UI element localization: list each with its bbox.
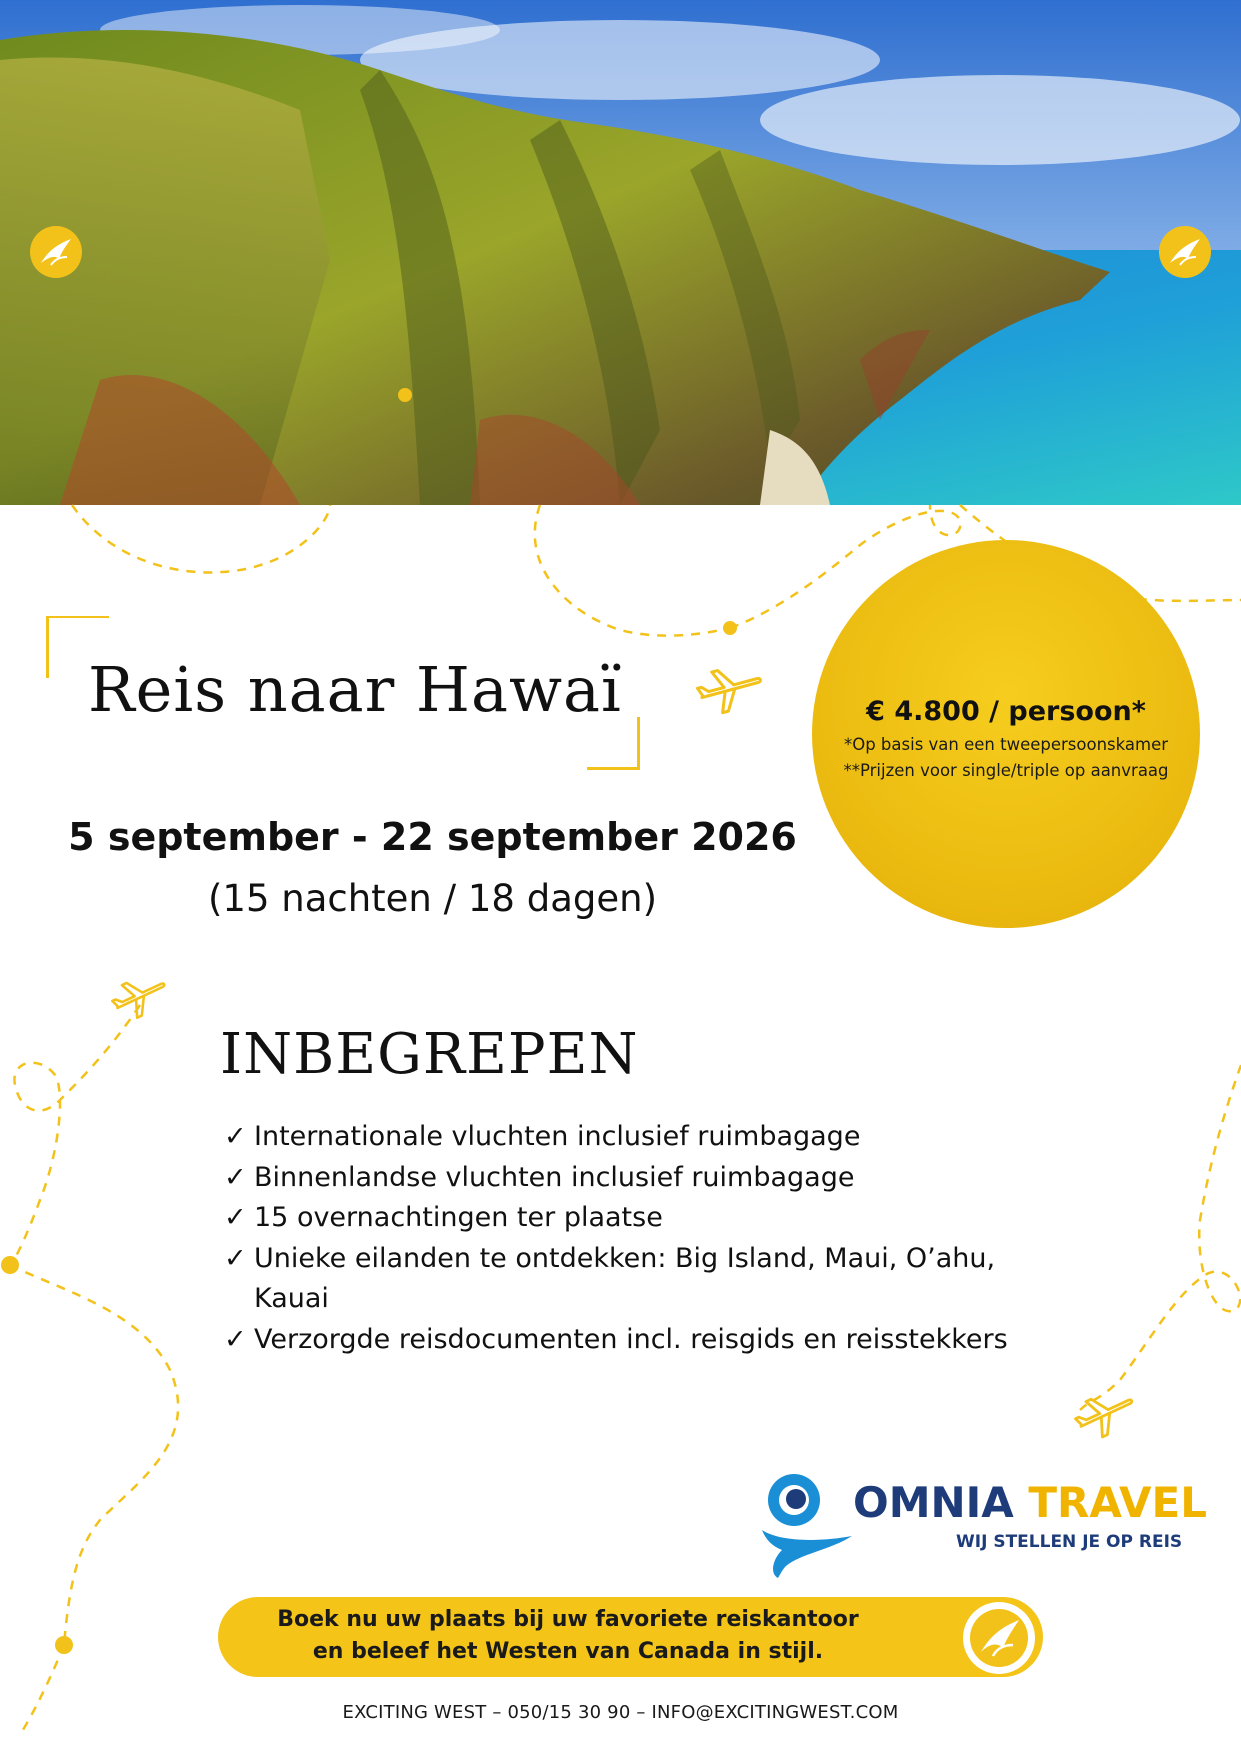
price-badge: [812, 540, 1200, 928]
hawaii-coast-image: [0, 0, 1241, 505]
omnia-travel-logo: [760, 1470, 1208, 1580]
airplane-icon: [1073, 1385, 1138, 1445]
omnia-figure-icon: [760, 1470, 855, 1580]
list-item: ✓ Internationale vluchten inclusief ruimbagage: [224, 1117, 1024, 1158]
footer-contact: EXCITING WEST – 050/15 30 90 – INFO@EXCITINGWEST.COM: [342, 1702, 899, 1723]
list-item: ✓ 15 overnachtingen ter plaatse: [224, 1198, 1024, 1239]
booking-banner: [218, 1597, 1043, 1677]
check-icon: ✓: [224, 1121, 247, 1152]
eagle-logo-icon: [963, 1602, 1035, 1674]
price-amount: € 4.800 / persoon*: [866, 696, 1146, 727]
airplane-icon: [695, 660, 765, 720]
included-list: [224, 1117, 1024, 1360]
check-icon: ✓: [224, 1242, 247, 1274]
logo-word-travel: TRAVEL: [1028, 1478, 1208, 1527]
list-item: ✓ Unieke eilanden te ontdekken: Big Island, Maui, O’ahu, Kauai: [224, 1239, 1034, 1320]
trip-dates: 5 september - 22 september 2026: [68, 815, 797, 859]
eagle-logo-icon: [29, 225, 83, 279]
eagle-logo-icon: [1158, 225, 1212, 279]
list-item: ✓ Verzorgde reisdocumenten incl. reisgids en reisstekkers: [224, 1320, 1024, 1361]
included-heading: INBEGREPEN: [220, 1022, 639, 1087]
check-icon: ✓: [224, 1202, 247, 1233]
trip-title: Reis naar Hawaï: [88, 653, 622, 726]
trip-duration: (15 nachten / 18 dagen): [207, 877, 658, 920]
banner-text: Boek nu uw plaats bij uw favoriete reiskantoor: [277, 1607, 859, 1632]
logo-tagline: WIJ STELLEN JE OP REIS: [956, 1532, 1183, 1552]
list-item: ✓ Binnenlandse vluchten inclusief ruimbagage: [224, 1158, 1024, 1199]
price-note: *Op basis van een tweepersoonskamer: [843, 735, 1169, 754]
check-icon: ✓: [224, 1161, 247, 1193]
price-note: **Prijzen voor single/triple op aanvraag: [843, 761, 1169, 780]
airplane-icon: [110, 970, 170, 1025]
check-icon: ✓: [224, 1323, 247, 1355]
hero-photo: [0, 0, 1241, 505]
banner-text: en beleef het Westen van Canada in stijl.: [312, 1639, 824, 1664]
logo-word-omnia: OMNIA: [853, 1478, 1014, 1527]
